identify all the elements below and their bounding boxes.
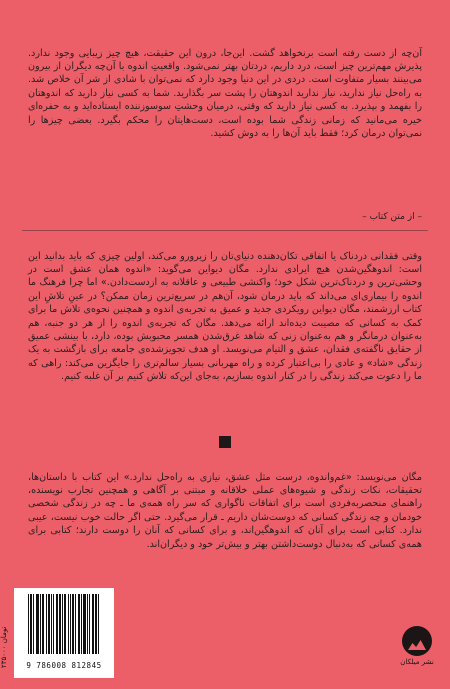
barcode-bar (28, 594, 29, 654)
barcode-bar (87, 594, 88, 654)
barcode-bar (49, 594, 50, 654)
barcode-bar (81, 594, 82, 654)
barcode-bar (57, 594, 58, 654)
barcode-bar (43, 594, 44, 654)
barcode-bar (62, 594, 63, 654)
barcode-bar (93, 594, 94, 654)
barcode-bars-icon (28, 594, 100, 654)
barcode-bar (70, 594, 71, 654)
barcode-bar (60, 594, 61, 654)
source-label: – از متن کتاب – (362, 212, 422, 222)
barcode-bar (79, 594, 80, 654)
barcode-bar (53, 594, 54, 654)
quote-paragraph: آن‌چه از دست رفته است برنخواهد گشت. این‌جا، درون این حقیقت، هیچ چیز زیبایی وجود ندارد. پذیرش مهم‌ترین چیز است، درد داریم، دردتان بهتر نمی‌شود. واقعیتِ اندوه با آن‌چه دیگران از بیرون می‌بینند بسیار متفاوت است. دردی در این دنیا وجود دارد که نمی‌توان با شادی از شر آن خلاص شد. به راه‌حل نیاز ندارید، نیاز ندارید اندوهتان را پشت سر بگذارید. شما به کسی نیاز دارید که اندوهتان را بفهمد و بپذیرد. به کسی نیاز دارید که وقتی، درمیان وحشتِ سوسوزننده ایستاده‌اید و به حفره‌ای خیره می‌مانید که زمانی زندگی شما بوده است، دست‌هایتان را محکم بگیرد. بعضی چیزها را نمی‌توان درمان کرد؛ فقط باید آن‌ها را به دوش کشید. (28, 47, 422, 140)
barcode-bar (98, 594, 99, 654)
publisher-logo (398, 626, 436, 674)
barcode-bar (68, 594, 69, 654)
barcode (14, 588, 114, 678)
barcode-bar (51, 594, 52, 654)
barcode-bar (46, 594, 47, 654)
summary-paragraph: مگان می‌نویسد: «غم‌واندوه، درست مثل عشق، نیازی به راه‌حل ندارد.» این کتاب با داستان‌ها، تحقیقات، نکات زندگی و شیوه‌های عملی خلاقانه و مبتنی بر آگاهی و همچنین تجارب نویسنده، راهنمای منحصربه‌فردی است برای اتفاقات ناگواری که سر راه همه‌ی ما ـ چه در زندگی شخصی خودمان و چه زندگی کسانی که دوست‌شان داریم ـ قرار می‌گیرد. حتی اگر حالت خوب نیست، عیبی ندارد. کتابی است برای آنان که اندوهگین‌اند، و برای کسانی که آنان را دوست دارند؛ کتابی برای همه‌ی کسانی که به‌دنبال دوست‌داشتن بهتر و بیش‌تر خود و دیگران‌اند. (28, 471, 422, 550)
barcode-bar (33, 594, 34, 654)
barcode-bar (65, 594, 66, 654)
barcode-bar (38, 594, 39, 654)
barcode-bar (89, 594, 90, 654)
barcode-bar (73, 594, 74, 654)
barcode-bar (96, 594, 97, 654)
barcode-bar (85, 594, 86, 654)
description-paragraph: وقتی فقدانی دردناک یا اتفاقی تکان‌دهنده دنیای‌تان را زیر‌و‌رو می‌کند، اولین چیزی که باید بدانید این است: اندوهگین‌شدن هیچ ایرادی ندارد. مگان دیواین می‌گوید: «اندوه همان عشق است در وحشی‌ترین و دردناک‌ترین شکل خود؛ واکنشی طبیعی و عاقلانه به ازدست‌دادن.» اما چرا فرهنگ ما اندوه را بیماری‌ای می‌داند که باید درمان شود، آن‌هم در سریع‌ترین زمان ممکن؟ در عینِ تلاشِ این کتاب ارزشمند، مگان دیواین رویکردی جدید و عمیق به تجربه‌ی اندوه و همچنین نحوه‌ی تلاش ما برای کمک به کسانی که مصیبت دیده‌اند ارائه می‌دهد. مگان که تجربه‌ی اندوه را از هر دو جنبه، هم به‌عنوان درمانگر و هم به‌عنوان زنی که شاهد غرق‌شدن همسر محبوبش بوده، دارد، با بینشی عمیق از حقایق ناگفته‌ی فقدان، عشق و التیام می‌نویسد. او هدف تجویزشده‌ی جامعه برای بازگشت به یک زندگی «شاد» و عادی را بی‌اعتبار کرده و راه مهربانی بسیار سالم‌تری را جایگزین می‌کند: راهی که ما را دعوت می‌کند زندگی را در کنار اندوه بسازیم، به‌جای این‌که تلاش کنیم بر آن غلبه کنیم. (28, 250, 422, 383)
barcode-bar (75, 594, 76, 654)
publisher-name: نشر میلکان (400, 658, 434, 666)
divider (22, 230, 428, 231)
mountain-logo-icon (402, 626, 432, 656)
price-label: ۲۳۵۰۰۰ تومان (0, 626, 8, 668)
square-separator-icon (219, 436, 231, 448)
barcode-bar (31, 594, 32, 654)
barcode-bar (40, 594, 41, 654)
isbn-number: 9 786008 812845 (26, 661, 102, 670)
